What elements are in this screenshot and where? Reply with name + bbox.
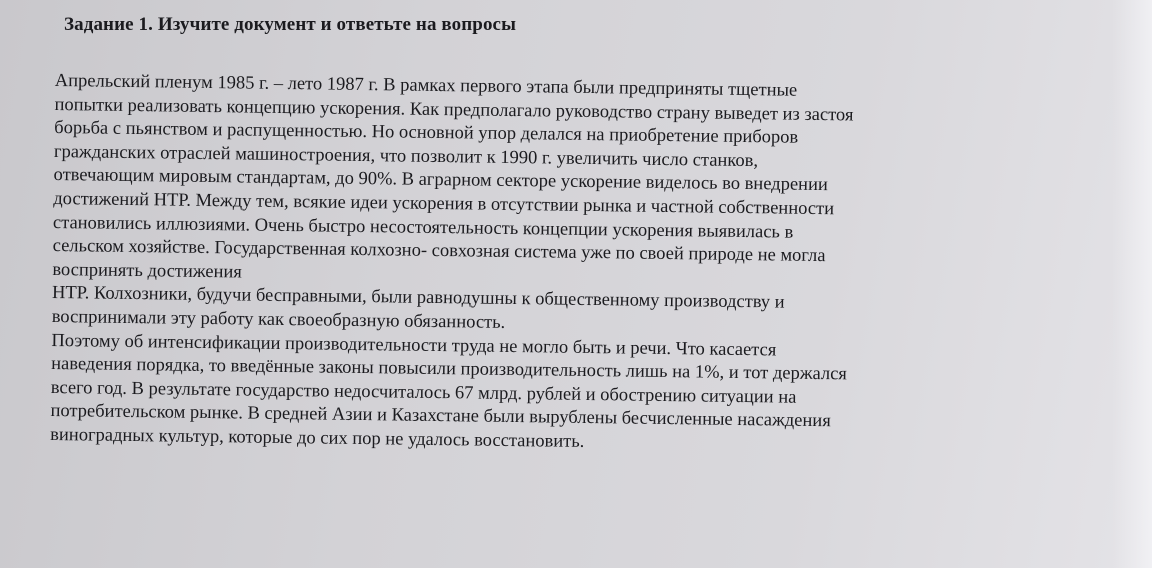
text-line: Апрельский пленум 1985 г. – лето 1987 г. В рамках первого этапа были предприняты тщетные bbox=[54, 70, 798, 101]
document-body bbox=[50, 70, 1055, 461]
text-line: воспринимали эту работу как своеобразную обязанность. bbox=[51, 306, 506, 333]
text-line: НТР. Колхозники, будучи бесправными, были равнодушны к общественному производству и bbox=[51, 283, 785, 313]
text-line: всего год. В результате государство недосчиталось 67 млрд. рублей и обострению ситуации на bbox=[50, 377, 797, 408]
text-line: Поэтому об интенсификации производительности труда не могло быть и речи. Что касается bbox=[51, 330, 777, 360]
text-line: гражданских отраслей машиностроения, что позволит к 1990 г. увеличить число станков, bbox=[53, 141, 759, 171]
text-line: достижений НТР. Между тем, всякие идеи ускорения в отсутствии рынка и частной собственности bbox=[53, 188, 835, 220]
screen-glare bbox=[1112, 0, 1152, 568]
text-line: борьба с пьянством и распущенностью. Но основной упор делался на приобретение приборов bbox=[54, 118, 799, 148]
text-line: сельском хозяйстве. Государственная колхозно- совхозная система уже по своей природе не могла bbox=[52, 236, 826, 267]
text-line: отвечающим мировым стандартам, до 90%. В аграрном секторе ускорение виделось во внедрении bbox=[53, 165, 828, 196]
text-line: воспринять достижения bbox=[52, 259, 243, 283]
text-line: виноградных культур, которые до сих пор не удалось восстановить. bbox=[50, 424, 585, 452]
text-line: попытки реализовать концепцию ускорения. Как предполагало руководство страну выведет из застоя bbox=[54, 94, 854, 126]
text-line: становились иллюзиями. Очень быстро несостоятельность концепции ускорения выявилась в bbox=[52, 212, 794, 243]
text-line: потребительском рынке. В средней Азии и Казахстане были вырублены бесчисленные насаждения bbox=[50, 401, 831, 432]
text-line: наведения порядка, то введённые законы повысили производительность лишь на 1%, и тот держался bbox=[51, 354, 847, 385]
document-title: Задание 1. Изучите документ и ответьте на вопросы bbox=[64, 14, 517, 35]
